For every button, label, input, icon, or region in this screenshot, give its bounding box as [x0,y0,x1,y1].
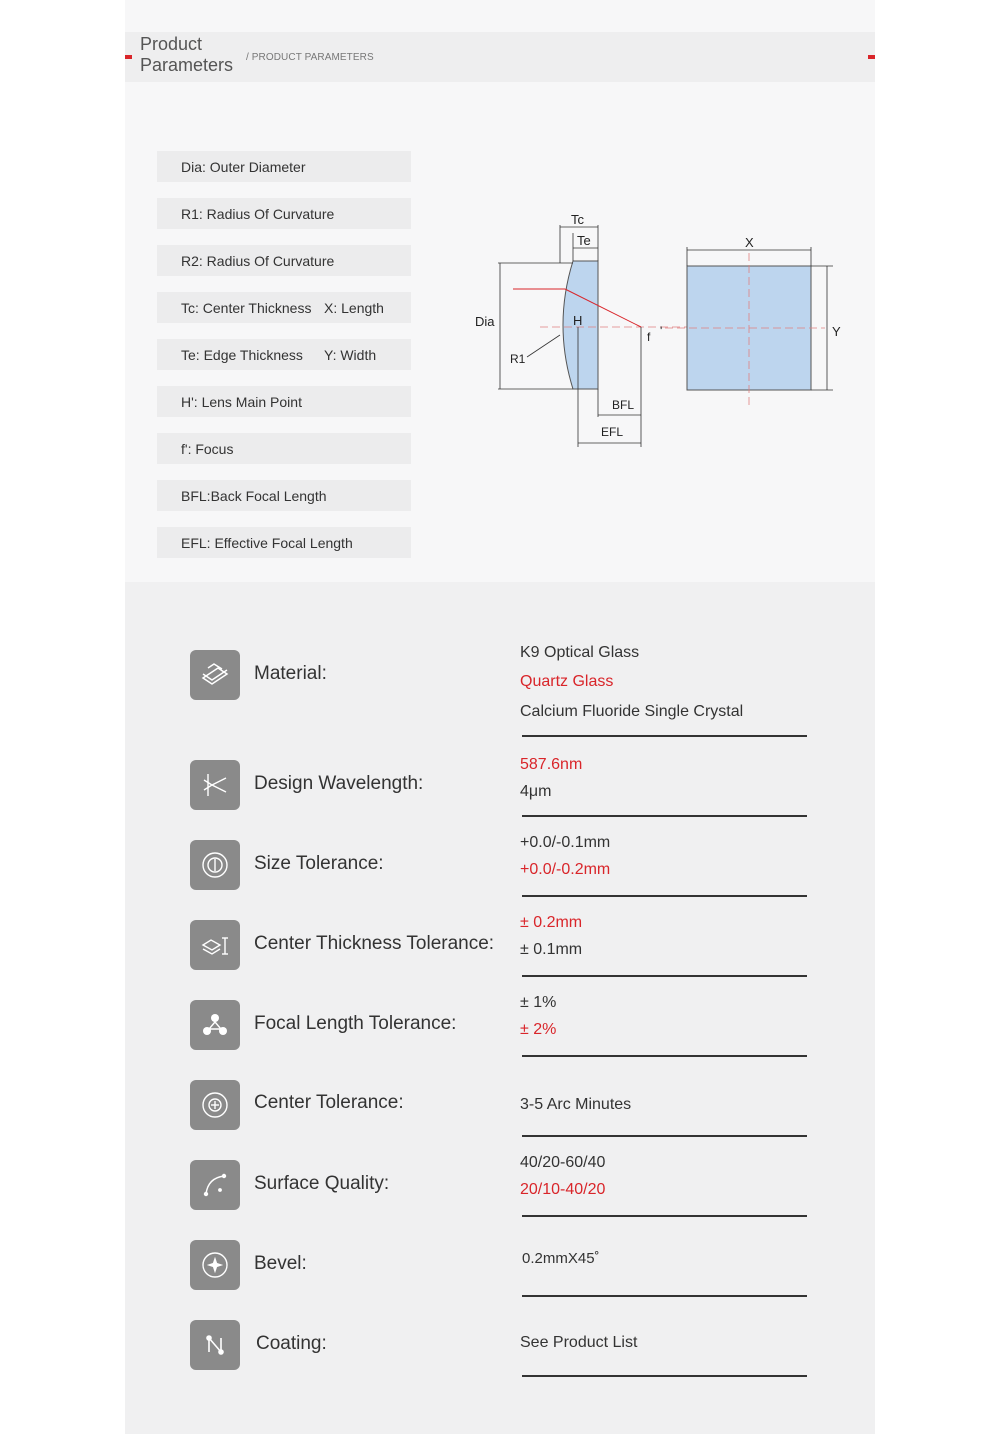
spec-label: Bevel: [254,1253,307,1274]
legend-text-secondary: Y: Width [324,346,377,363]
spec-label: Center Tolerance: [254,1092,404,1113]
legend-text: H': Lens Main Point [181,393,302,410]
legend-item [157,480,411,511]
spec-value: K9 Optical Glass [520,644,640,661]
legend-text: BFL:Back Focal Length [181,487,327,504]
legend-text: Tc: Center Thickness [181,299,312,316]
spec-value: ± 0.1mm [520,941,583,958]
header-right-accent [868,55,875,59]
legend-text: f': Focus [181,440,234,457]
legend-item [157,527,411,558]
legend-item [157,433,411,464]
spec-value: +0.0/-0.2mm [520,861,611,878]
spec-underline [522,1295,807,1297]
legend-item [157,151,411,182]
section-title-line2: Parameters [140,55,234,75]
spec-underline [522,1135,807,1137]
spec-values [520,909,582,963]
spec-values [520,751,582,805]
size-tolerance-icon [190,840,240,890]
header-left-accent [125,55,132,59]
spec-label: Design Wavelength: [254,773,424,794]
legend-text: R1: Radius Of Curvature [181,205,335,222]
spec-value: 0.2mmX45˚ [522,1250,600,1267]
coating-icon [190,1320,240,1370]
legend-text: Te: Edge Thickness [181,346,303,363]
spec-underline [522,895,807,897]
spec-value: See Product List [520,1334,638,1351]
spec-value: Calcium Fluoride Single Crystal [520,703,744,720]
spec-values [520,829,610,883]
spec-values [520,989,556,1043]
spec-value: 3-5 Arc Minutes [520,1096,632,1113]
y-label: Y [832,324,841,339]
spec-underline [522,735,807,737]
spec-values [520,639,743,725]
section-title-line1: Product [140,34,203,54]
spec-values [520,1149,605,1203]
lens-diagram [465,205,855,455]
r1-leader [527,335,560,357]
f-label: f [647,330,651,344]
section-header [125,32,875,82]
focal-length-icon [190,1000,240,1050]
parameter-legend [157,151,411,574]
spec-value: ± 0.2mm [520,914,583,931]
legend-item [157,292,411,323]
spec-underline [522,1375,807,1377]
legend-item [157,198,411,229]
te-label: Te [577,233,591,248]
wavelength-icon [190,760,240,810]
surface-quality-icon [190,1160,240,1210]
section-subtitle: / PRODUCT PARAMETERS [246,52,374,63]
spec-label: Surface Quality: [254,1173,390,1194]
spec-underline [522,1055,807,1057]
legend-text: EFL: Effective Focal Length [181,534,353,551]
spec-underline [522,815,807,817]
spec-value: Quartz Glass [520,673,614,690]
spec-values [520,1329,637,1356]
legend-text: R2: Radius Of Curvature [181,252,335,269]
spec-value: ± 2% [520,1021,557,1038]
spec-label: Focal Length Tolerance: [254,1013,457,1034]
legend-text: Dia: Outer Diameter [181,158,306,175]
legend-item [157,339,411,370]
spec-label: Coating: [256,1333,327,1354]
x-label: X [745,235,754,250]
bevel-icon [190,1240,240,1290]
spec-value: ± 1% [520,994,557,1011]
legend-item [157,245,411,276]
spec-value: 4μm [520,783,552,800]
spec-label: Material: [254,663,327,684]
efl-label: EFL [601,425,624,439]
spec-underline [522,975,807,977]
tc-label: Tc [571,212,584,227]
spec-underline [522,1215,807,1217]
f-prime-label: ' [660,324,663,338]
center-tolerance-icon [190,1080,240,1130]
bfl-label: BFL [612,398,635,412]
spec-values [522,1245,600,1272]
legend-text-secondary: X: Length [324,299,384,316]
legend-item [157,386,411,417]
spec-label: Center Thickness Tolerance: [254,933,495,954]
spec-values [520,1091,631,1118]
r1-label: R1 [510,352,526,366]
thickness-icon [190,920,240,970]
spec-value: 587.6nm [520,756,583,773]
spec-value: +0.0/-0.1mm [520,834,611,851]
section-title [140,34,233,76]
spec-value: 20/10-40/20 [520,1181,606,1198]
dia-label: Dia [475,314,495,329]
spec-value: 40/20-60/40 [520,1154,606,1171]
material-stack-icon [190,650,240,700]
h-label: H [573,313,583,328]
spec-label: Size Tolerance: [254,853,384,874]
